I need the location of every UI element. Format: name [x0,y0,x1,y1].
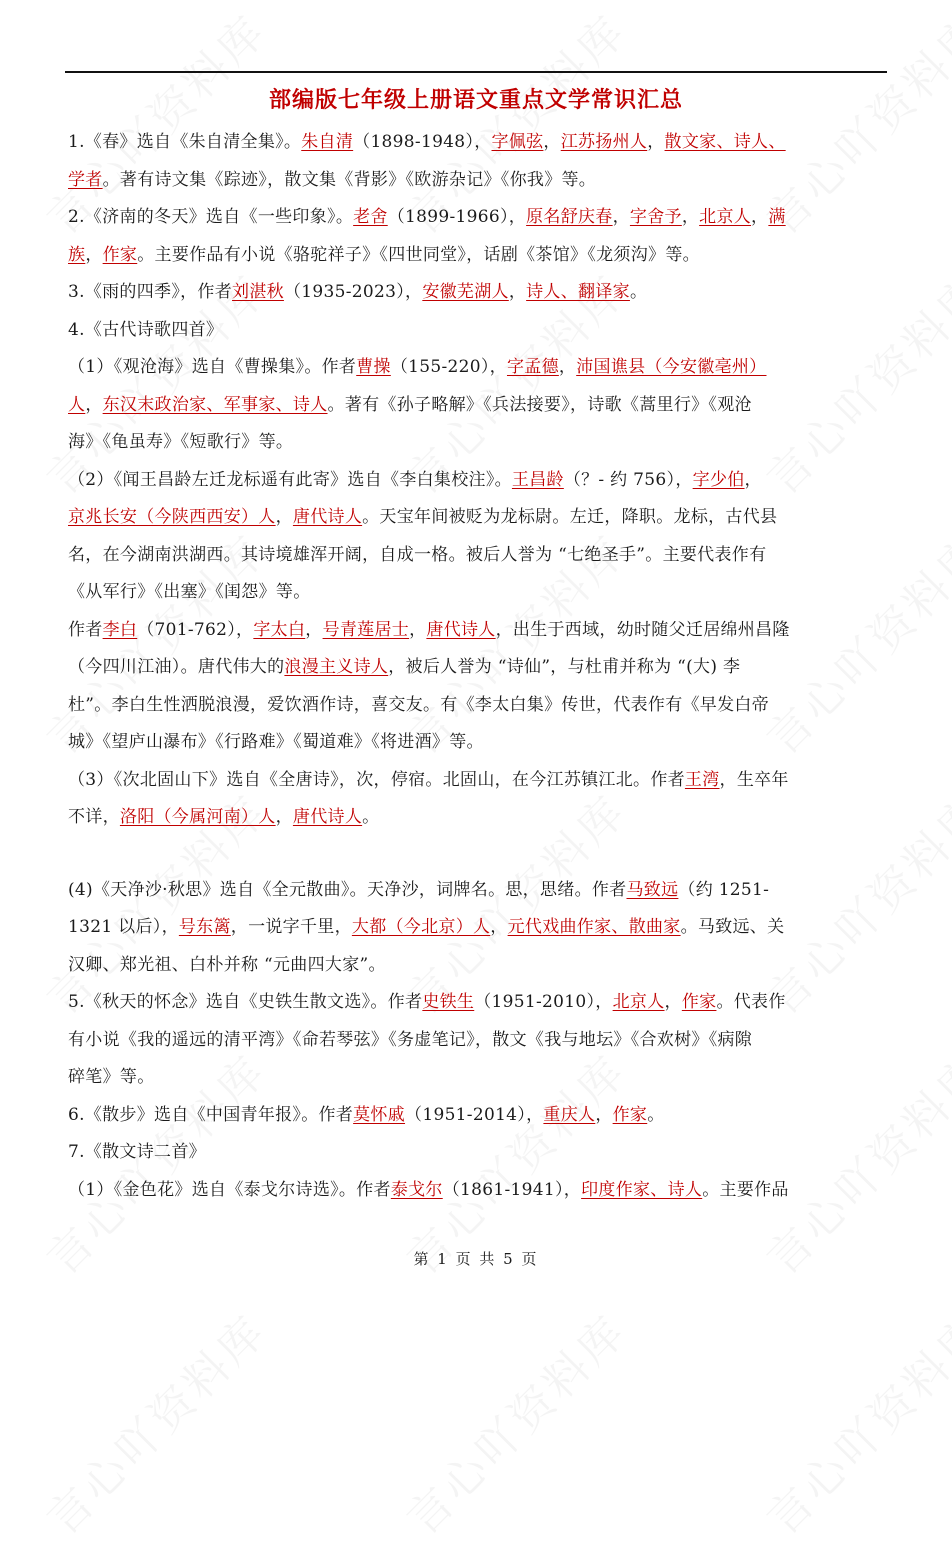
text-segment: 《从军行》《出塞》《闺怨》等。 [68,582,311,602]
key-term: 京兆长安（今陕西西安）人 [68,507,276,527]
paragraph-gap [68,840,886,875]
key-term: 字少伯 [692,469,745,490]
text-segment: 1.《春》选自《朱自清全集》。 [68,132,302,152]
key-term: 族 [68,244,86,265]
key-term: 字佩弦 [491,132,544,152]
text-segment: ， [85,394,103,415]
key-term: 唐代诗人 [292,507,363,527]
key-term: 北京人 [699,207,752,227]
text-segment: 6.《散步》选自《中国青年报》。作者 [68,1104,354,1125]
text-segment: ，被后人誉为 “诗仙”，与杜甫并称为 “(大) 李 [388,657,741,677]
text-segment: （1898-1948）， [353,132,492,152]
text-segment: （701-762）， [137,619,254,640]
text-segment: 杜”。李白生性洒脱浪漫，爱饮酒作诗，喜交友。有《李太白集》传世，代表作有《早发白帝 [68,694,769,715]
text-segment: ，一说字千里， [230,917,352,937]
text-segment: ， [595,1104,613,1125]
text-line [68,1025,886,1063]
text-line [68,352,886,390]
text-segment: 。主要作品有小说《骆驼祥子》《四世同堂》，话剧《茶馆》《龙须沟》等。 [137,244,700,265]
key-term: 作家 [612,1104,648,1125]
text-segment: 5.《秋天的怀念》选自《史铁生散文选》。作者 [68,992,423,1012]
text-segment: 2.《济南的冬天》选自《一些印象》。 [68,207,354,227]
text-segment: ， [751,207,769,227]
key-term: 北京人 [612,992,665,1012]
text-segment: ， [508,282,527,302]
key-term: 安徽芜湖人 [422,282,509,302]
text-line [68,727,886,765]
text-line [68,540,886,578]
key-term: 李白 [102,619,138,640]
key-term: 元代戏曲作家、散曲家 [507,917,681,937]
key-term: 字孟德 [506,357,559,377]
key-term: 学者 [68,169,103,190]
text-line [68,202,886,240]
text-line [68,427,886,465]
text-segment: 。天宝年间被贬为龙标尉。左迁，降职。龙标，古代县 [362,507,778,527]
key-term: 号青莲居士 [322,619,410,640]
text-segment: ， [681,207,700,227]
text-line [68,987,886,1025]
text-segment: 。马致远、关 [680,917,785,937]
text-segment: ， [543,132,561,152]
text-segment: 3.《雨的四季》，作者 [68,282,233,302]
key-term: 唐代诗人 [292,807,363,827]
key-term: 江苏扬州人 [560,132,648,152]
key-term: 洛阳（今属河南）人 [119,807,276,827]
text-segment: 海》《龟虽寿》《短歌行》等。 [68,432,294,452]
key-term: 作家 [681,992,717,1012]
text-segment: 汉卿、郑光祖、白朴并称 “元曲四大家”。 [68,954,386,975]
key-term: 原名舒庆春 [526,207,613,227]
text-segment: 。主要作品 [702,1179,789,1200]
text-segment: ， [744,469,762,490]
text-segment: 。代表作 [716,992,786,1012]
text-segment: （1935-2023）， [283,282,423,302]
text-segment: （1951-2014）， [405,1104,544,1125]
text-segment: ， [647,132,665,152]
text-segment: （1861-1941）， [442,1179,582,1200]
key-term: 浪漫主义诗人 [284,657,389,677]
text-segment: 7.《散文诗二首》 [68,1142,206,1162]
text-segment: ， [664,992,682,1012]
key-term: 王湾 [684,769,720,790]
key-term: 朱自清 [301,132,354,152]
key-term: 重庆人 [543,1104,596,1125]
key-term: 马致远 [626,879,679,900]
key-term: 印度作家、诗人 [581,1179,703,1200]
text-segment: 。 [629,282,648,302]
text-segment: （今四川江油）。唐代伟大的 [68,657,285,677]
text-segment: ， [85,244,103,265]
text-line [68,802,886,840]
text-segment: ， [275,807,293,827]
key-term: 东汉末政治家、军事家、诗人 [102,394,328,415]
text-segment: ，生卒年 [719,769,789,790]
text-segment: ， [409,619,427,640]
text-line [68,165,886,203]
text-line [68,1100,886,1138]
text-line [68,315,886,353]
text-line [68,690,886,728]
text-line [68,1062,886,1100]
text-segment: 。著有《孙子略解》《兵法接要》，诗歌《蒿里行》《观沧 [327,394,752,415]
text-line [68,577,886,615]
key-term: 沛国谯县（今安徽亳州） [576,357,767,377]
text-segment: 碎笔》等。 [68,1067,155,1087]
text-segment: (4)《天净沙·秋思》选自《全元散曲》。天净沙，词牌名。思，思绪。作者 [68,879,627,900]
text-line [68,950,886,988]
key-term: 泰戈尔 [390,1179,443,1200]
document-body [68,127,886,1212]
text-segment: 名，在今湖南洪湖西。其诗境雄浑开阔，自成一格。被后人誉为 “七绝圣手”。主要代表作有 [68,544,767,565]
text-segment: 有小说《我的遥远的清平湾》《命若琴弦》《务虚笔记》，散文《我与地坛》《合欢树》《病隙 [68,1029,753,1050]
text-segment: ， [275,507,293,527]
key-term: 诗人、翻译家 [526,282,630,302]
text-line [68,465,886,503]
document-title: 部编版七年级上册语文重点文学常识汇总 [268,88,683,113]
text-line [68,240,886,278]
text-line [68,1175,886,1213]
text-segment: （1951-2010）， [474,992,613,1012]
text-segment: （155-220）， [390,357,507,377]
text-segment: ， [558,357,577,377]
text-line [68,502,886,540]
text-segment: （2）《闻王昌龄左迁龙标遥有此寄》选自《李白集校注》。 [68,469,512,490]
key-term: 散文家、诗人、 [664,132,786,152]
text-line [68,875,886,913]
text-segment: ， [490,917,508,937]
text-segment: 。 [362,807,380,827]
text-segment: 4.《古代诗歌四首》 [68,319,224,340]
text-segment: 作者 [68,619,103,640]
key-term: 刘湛秋 [232,282,284,302]
key-term: 史铁生 [422,992,475,1012]
key-term: 作家 [102,244,138,265]
text-line [68,652,886,690]
key-term: 唐代诗人 [426,619,496,640]
key-term: 老舍 [353,207,388,227]
text-segment: （1）《金色花》选自《泰戈尔诗选》。作者 [68,1179,391,1200]
text-line [68,912,886,950]
text-segment: （1899-1966）， [387,207,527,227]
text-segment: （1）《观沧海》选自《曹操集》。作者 [68,357,357,377]
key-term: 人 [68,394,86,415]
text-segment: 。 [647,1104,665,1125]
text-segment: （？- 约 756）， [563,469,693,490]
text-line [68,765,886,803]
header-rule [65,71,887,73]
text-segment: ， [305,619,323,640]
text-segment: 1321 以后）， [68,917,179,937]
text-segment: ，出生于西域，幼时随父迁居绵州昌隆 [495,619,790,640]
text-segment: 。著有诗文集《踪迹》，散文集《背影》《欧游杂记》《你我》等。 [102,169,597,190]
key-term: 曹操 [356,357,391,377]
key-term: 王昌龄 [511,469,564,490]
key-term: 大都（今北京）人 [351,917,491,937]
key-term: 字太白 [253,619,306,640]
text-segment: （约 1251- [678,879,770,900]
text-line [68,1137,886,1175]
text-segment: （3）《次北固山下》选自《全唐诗》，次，停宿。北固山，在今江苏镇江北。作者 [68,769,685,790]
text-line [68,390,886,428]
key-term: 莫怀戚 [353,1104,406,1125]
text-line [68,615,886,653]
key-term: 号东篱 [178,917,231,937]
text-segment: 不详， [68,807,120,827]
text-segment: ， [612,207,630,227]
text-segment: 城》《望庐山瀑布》《行路难》《蜀道难》《将进酒》等。 [68,732,484,752]
text-line [68,127,886,165]
key-term: 满 [768,207,786,227]
text-line [68,277,886,315]
key-term: 字舍予 [629,207,682,227]
page-footer: 第 1 页 共 5 页 [413,1250,539,1268]
